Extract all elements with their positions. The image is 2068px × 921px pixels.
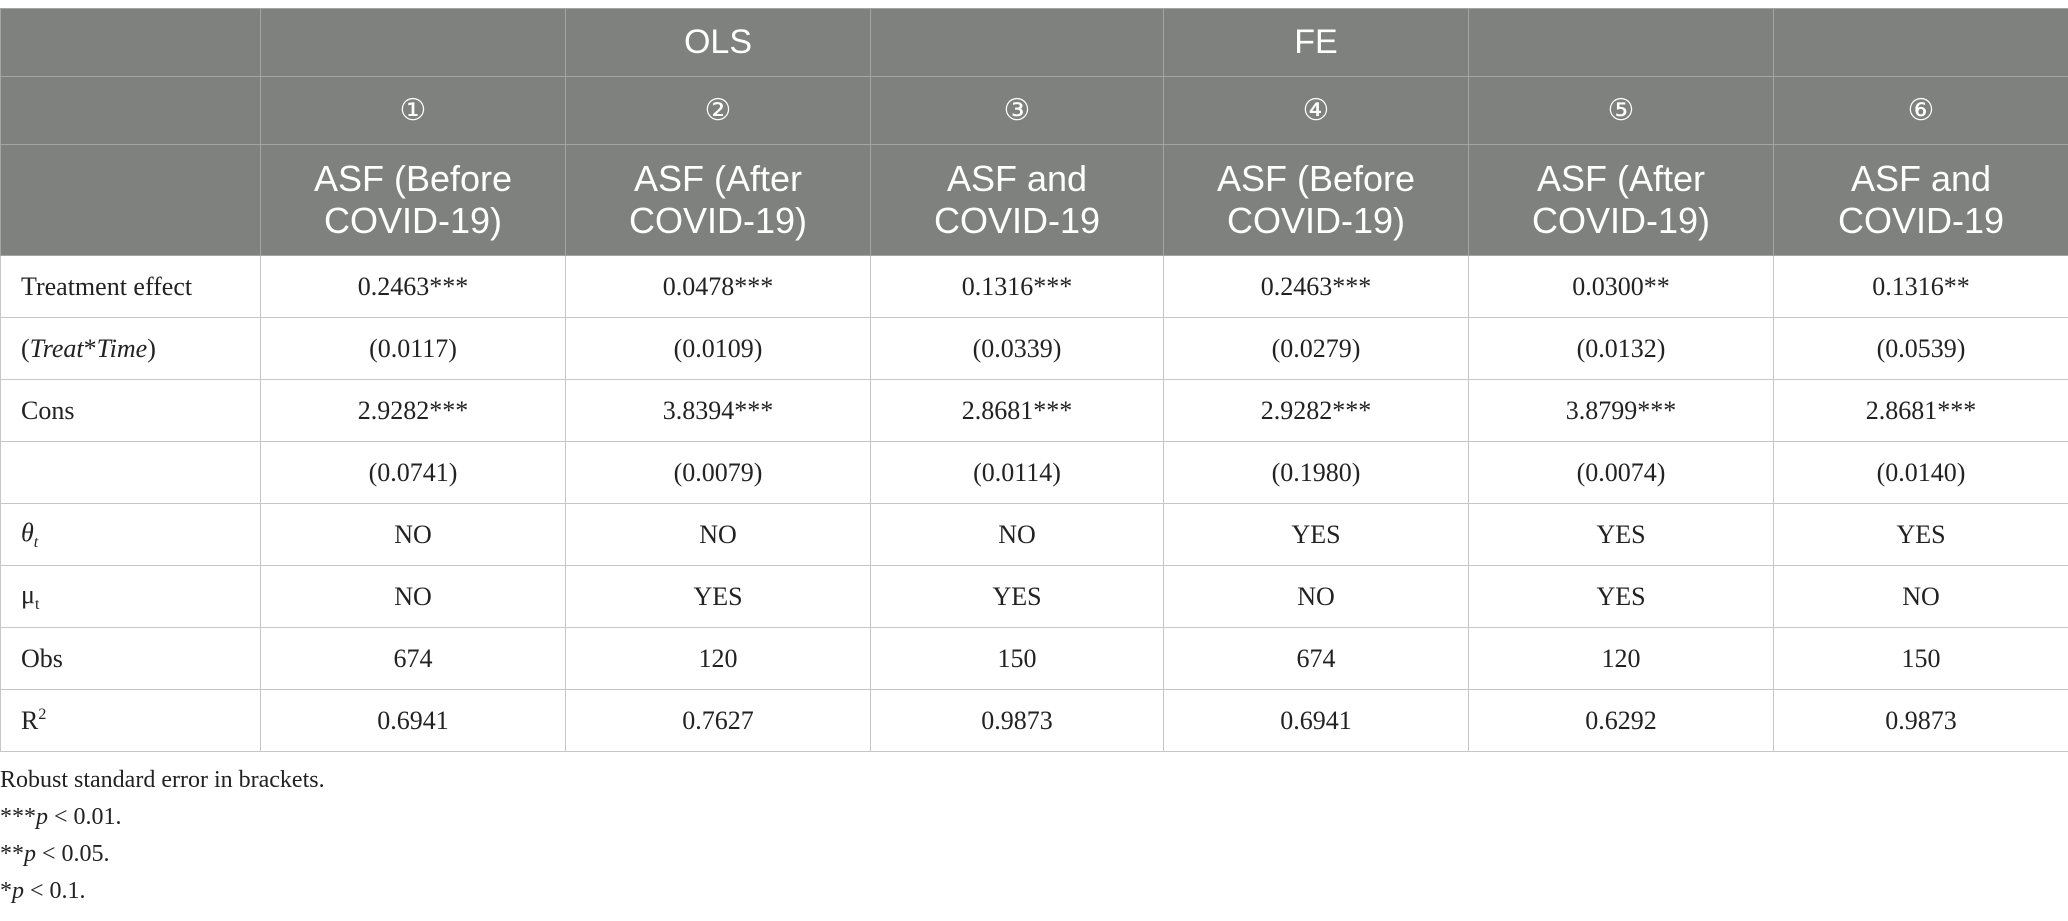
- footnote-p005: **p < 0.05.: [0, 841, 110, 867]
- footnote-p001: ***p < 0.01.: [0, 804, 122, 830]
- row-label-obs: Obs: [1, 628, 261, 690]
- table-cell: YES: [1469, 504, 1774, 566]
- dep-var-3: ASF and COVID-19: [871, 145, 1164, 256]
- dep-var-1: ASF (Before COVID-19): [261, 145, 566, 256]
- row-label-treat-time: (Treat*Time): [1, 318, 261, 380]
- model-number-6: ⑥: [1774, 77, 2068, 145]
- dep-var-6: ASF and COVID-19: [1774, 145, 2068, 256]
- table-cell: NO: [1164, 566, 1469, 628]
- table-cell: 3.8394***: [566, 380, 871, 442]
- table-cell: 120: [1469, 628, 1774, 690]
- table-cell: 674: [261, 628, 566, 690]
- table-cell: (0.0279): [1164, 318, 1469, 380]
- table-cell: 674: [1164, 628, 1469, 690]
- table-row-cons: [1, 380, 2068, 442]
- table-cell: 0.1316***: [871, 256, 1164, 318]
- regression-results-table: [0, 8, 2068, 752]
- table-cell: 2.8681***: [871, 380, 1164, 442]
- table-cell: (0.0741): [261, 442, 566, 504]
- model-number-1: ①: [261, 77, 566, 145]
- table-cell: YES: [871, 566, 1164, 628]
- table-cell: (0.0539): [1774, 318, 2068, 380]
- footnote-p01: *p < 0.1.: [0, 878, 86, 904]
- table-cell: YES: [1774, 504, 2068, 566]
- table-row-treatment-effect: [1, 256, 2068, 318]
- table-cell: 0.7627: [566, 690, 871, 752]
- table-cell: YES: [1164, 504, 1469, 566]
- table-cell: (0.0117): [261, 318, 566, 380]
- table-cell: (0.0109): [566, 318, 871, 380]
- table-cell: 150: [871, 628, 1164, 690]
- table-cell: YES: [1469, 566, 1774, 628]
- header-group-ols: OLS: [566, 9, 871, 77]
- table-cell: 2.9282***: [1164, 380, 1469, 442]
- table-cell: NO: [261, 566, 566, 628]
- table-cell: 2.9282***: [261, 380, 566, 442]
- table-cell: 0.0300**: [1469, 256, 1774, 318]
- table-row-cons-se: [1, 442, 2068, 504]
- table-cell: 0.6941: [1164, 690, 1469, 752]
- table-row-treat-time: [1, 318, 2068, 380]
- header-group-fe: FE: [1164, 9, 1469, 77]
- model-number-4: ④: [1164, 77, 1469, 145]
- table-cell: (0.0339): [871, 318, 1164, 380]
- header-corner-cell: [1, 9, 261, 77]
- row-label-mu: $\mu_t$: [1, 566, 261, 628]
- model-number-2: ②: [566, 77, 871, 145]
- table-row-r2: [1, 690, 2068, 752]
- dep-var-2: ASF (After COVID-19): [566, 145, 871, 256]
- table-cell: 150: [1774, 628, 2068, 690]
- table-cell: 0.6941: [261, 690, 566, 752]
- dep-var-4: ASF (Before COVID-19): [1164, 145, 1469, 256]
- table-cell: (0.0114): [871, 442, 1164, 504]
- table-cell: NO: [261, 504, 566, 566]
- table-row-obs: [1, 628, 2068, 690]
- header-corner-cell: [1, 145, 261, 256]
- header-group-1: [261, 9, 566, 77]
- table-cell: (0.0132): [1469, 318, 1774, 380]
- table-cell: 0.6292: [1469, 690, 1774, 752]
- table-cell: 2.8681***: [1774, 380, 2068, 442]
- model-number-5: ⑤: [1469, 77, 1774, 145]
- table-cell: NO: [871, 504, 1164, 566]
- row-label-empty: [1, 442, 261, 504]
- table-cell: YES: [566, 566, 871, 628]
- dep-var-5: ASF (After COVID-19): [1469, 145, 1774, 256]
- table-row-mu: [1, 566, 2068, 628]
- table-cell: 0.9873: [871, 690, 1164, 752]
- header-row-estimator-groups: [1, 9, 2068, 77]
- table-body: [1, 256, 2068, 752]
- header-row-dependent-variables: [1, 145, 2068, 256]
- table-cell: 0.0478***: [566, 256, 871, 318]
- header-row-model-numbers: [1, 77, 2068, 145]
- table-cell: 0.2463***: [261, 256, 566, 318]
- footnote-robust: Robust standard error in brackets.: [0, 767, 325, 793]
- row-label-treatment-effect: Treatment effect: [1, 256, 261, 318]
- table-footnotes: [0, 762, 325, 910]
- table-cell: (0.0079): [566, 442, 871, 504]
- table-cell: NO: [566, 504, 871, 566]
- row-label-r2: $R^2$: [1, 690, 261, 752]
- table-cell: 0.2463***: [1164, 256, 1469, 318]
- table-cell: NO: [1774, 566, 2068, 628]
- table-cell: 0.9873: [1774, 690, 2068, 752]
- header-group-3: [871, 9, 1164, 77]
- table-cell: 120: [566, 628, 871, 690]
- table-cell: (0.1980): [1164, 442, 1469, 504]
- header-group-5: [1469, 9, 1774, 77]
- table-row-theta: [1, 504, 2068, 566]
- row-label-cons: Cons: [1, 380, 261, 442]
- table-header: [1, 9, 2068, 256]
- table-cell: 3.8799***: [1469, 380, 1774, 442]
- row-label-theta: $\theta_t$: [1, 504, 261, 566]
- table-cell: 0.1316**: [1774, 256, 2068, 318]
- table-cell: (0.0074): [1469, 442, 1774, 504]
- table-cell: (0.0140): [1774, 442, 2068, 504]
- model-number-3: ③: [871, 77, 1164, 145]
- header-corner-cell: [1, 77, 261, 145]
- header-group-6: [1774, 9, 2068, 77]
